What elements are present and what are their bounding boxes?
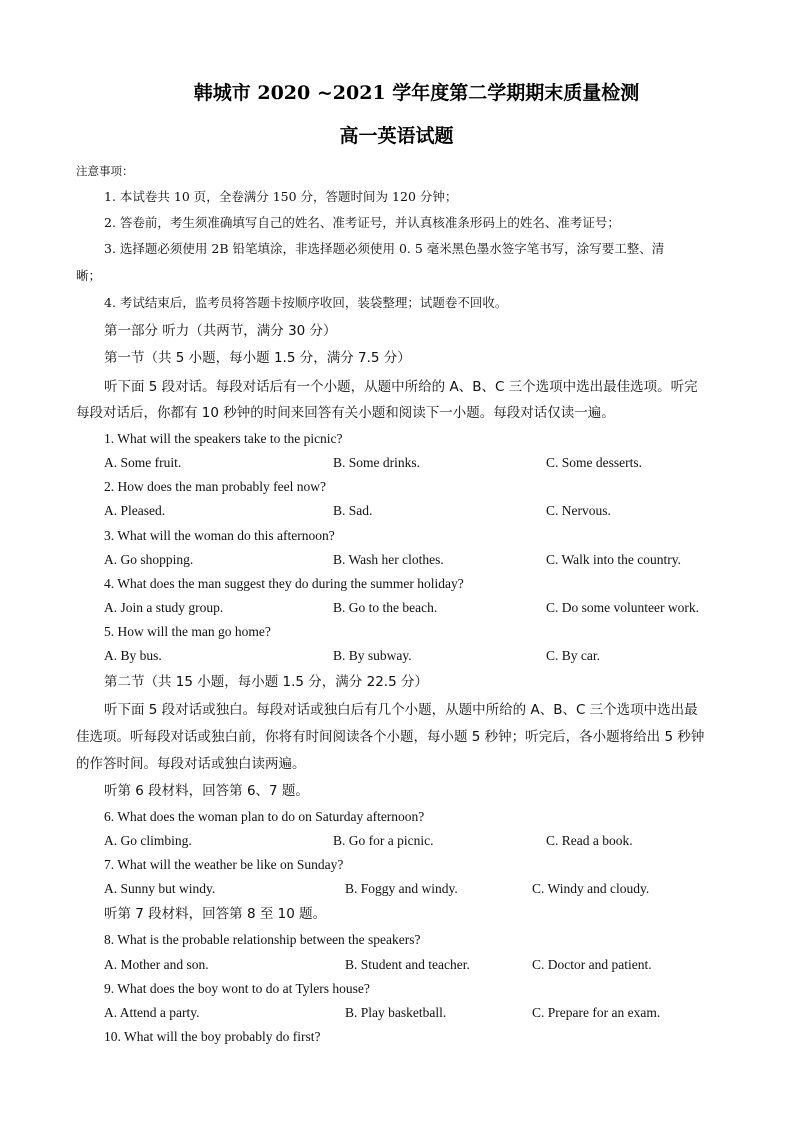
option-c: C. By car. — [546, 648, 600, 663]
option-a: A. Go climbing. — [104, 833, 192, 848]
notice-heading: 注意事项： — [76, 164, 134, 178]
question-stem: 8. What is the probable relationship between the speakers? — [104, 932, 421, 947]
option-a: A. Go shopping. — [104, 552, 194, 567]
option-b: B. Some drinks. — [333, 455, 421, 470]
option-c: C. Prepare for an exam. — [532, 1005, 661, 1020]
option-c: C. Do some volunteer work. — [546, 600, 699, 615]
option-a: A. Mother and son. — [104, 957, 209, 972]
question-stem: 3. What will the woman do this afternoon? — [104, 528, 335, 543]
section1-instructions: 听下面 5 段对话。每段对话后有一个小题，从题中所给的 A、B、C 三个选项中选出最佳选项。听完 — [104, 379, 698, 395]
notice-item: 2. 答卷前，考生须准确填写自己的姓名、准考证号，并认真核准条形码上的姓名、准考证号； — [104, 215, 620, 230]
question-stem: 5. How will the man go home? — [104, 624, 271, 639]
exam-title: 韩城市 2020 ~2021 学年度第二学期期末质量检测 — [193, 82, 640, 104]
notice-item: 4. 考试结束后，监考员将答题卡按顺序收回，装袋整理；试题卷不回收。 — [104, 295, 508, 310]
exam-subtitle: 高一英语试题 — [339, 125, 454, 147]
option-c: C. Some desserts. — [546, 455, 642, 470]
option-b: B. Student and teacher. — [345, 957, 470, 972]
question-stem: 7. What will the weather be like on Sunday? — [104, 857, 344, 872]
option-a: A. Sunny but windy. — [104, 881, 216, 896]
option-b: B. Sad. — [333, 503, 373, 518]
option-c: C. Read a book. — [546, 833, 633, 848]
option-c: C. Doctor and patient. — [532, 957, 652, 972]
option-a: A. By bus. — [104, 648, 162, 663]
section2-instructions: 的作答时间。每段对话或独白读两遍。 — [76, 756, 306, 772]
part1-heading: 第一部分 听力（共两节，满分 30 分） — [104, 323, 337, 339]
option-b: B. Wash her clothes. — [333, 552, 444, 567]
question-stem: 10. What will the boy probably do first? — [104, 1029, 321, 1044]
option-b: B. Go to the beach. — [333, 600, 438, 615]
question-stem: 9. What does the boy wont to do at Tylers house? — [104, 981, 370, 996]
option-a: A. Pleased. — [104, 503, 166, 518]
notice-item: 1. 本试卷共 10 页，全卷满分 150 分，答题时间为 120 分钟； — [104, 189, 458, 204]
option-a: A. Attend a party. — [104, 1005, 200, 1020]
section2-instructions: 佳选项。听每段对话或独白前，你将有时间阅读各个小题，每小题 5 秒钟；听完后，各小题将给出 5 秒钟 — [76, 729, 705, 745]
option-b: B. Foggy and windy. — [345, 881, 458, 896]
section1-instructions: 每段对话后，你都有 10 秒钟的时间来回答有关小题和阅读下一小题。每段对话仅读一遍。 — [76, 405, 615, 421]
section2-heading: 第二节（共 15 小题，每小题 1.5 分，满分 22.5 分） — [104, 674, 428, 690]
section2-instructions: 听下面 5 段对话或独白。每段对话或独白后有几个小题，从题中所给的 A、B、C 三个选项中选出最 — [104, 702, 698, 718]
question-stem: 1. What will the speakers take to the picnic? — [104, 431, 343, 446]
option-a: A. Some fruit. — [104, 455, 182, 470]
option-b: B. Go for a picnic. — [333, 833, 434, 848]
question-stem: 4. What does the man suggest they do during the summer holiday? — [104, 576, 464, 591]
option-c: C. Windy and cloudy. — [532, 881, 650, 896]
material-heading: 听第 7 段材料，回答第 8 至 10 题。 — [104, 906, 327, 922]
question-stem: 2. How does the man probably feel now? — [104, 479, 326, 494]
material-heading: 听第 6 段材料，回答第 6、7 题。 — [104, 783, 309, 799]
section1-heading: 第一节（共 5 小题，每小题 1.5 分，满分 7.5 分） — [104, 350, 411, 366]
option-b: B. Play basketball. — [345, 1005, 447, 1020]
notice-item: 3. 选择题必须使用 2B 铅笔填涂，非选择题必须使用 0. 5 毫米黑色墨水签字笔书写，涂写要工整、清 — [104, 241, 665, 256]
option-c: C. Nervous. — [546, 503, 611, 518]
notice-item: 晰； — [76, 268, 102, 283]
option-a: A. Join a study group. — [104, 600, 224, 615]
question-stem: 6. What does the woman plan to do on Saturday afternoon? — [104, 809, 425, 824]
option-c: C. Walk into the country. — [546, 552, 682, 567]
option-b: B. By subway. — [333, 648, 412, 663]
